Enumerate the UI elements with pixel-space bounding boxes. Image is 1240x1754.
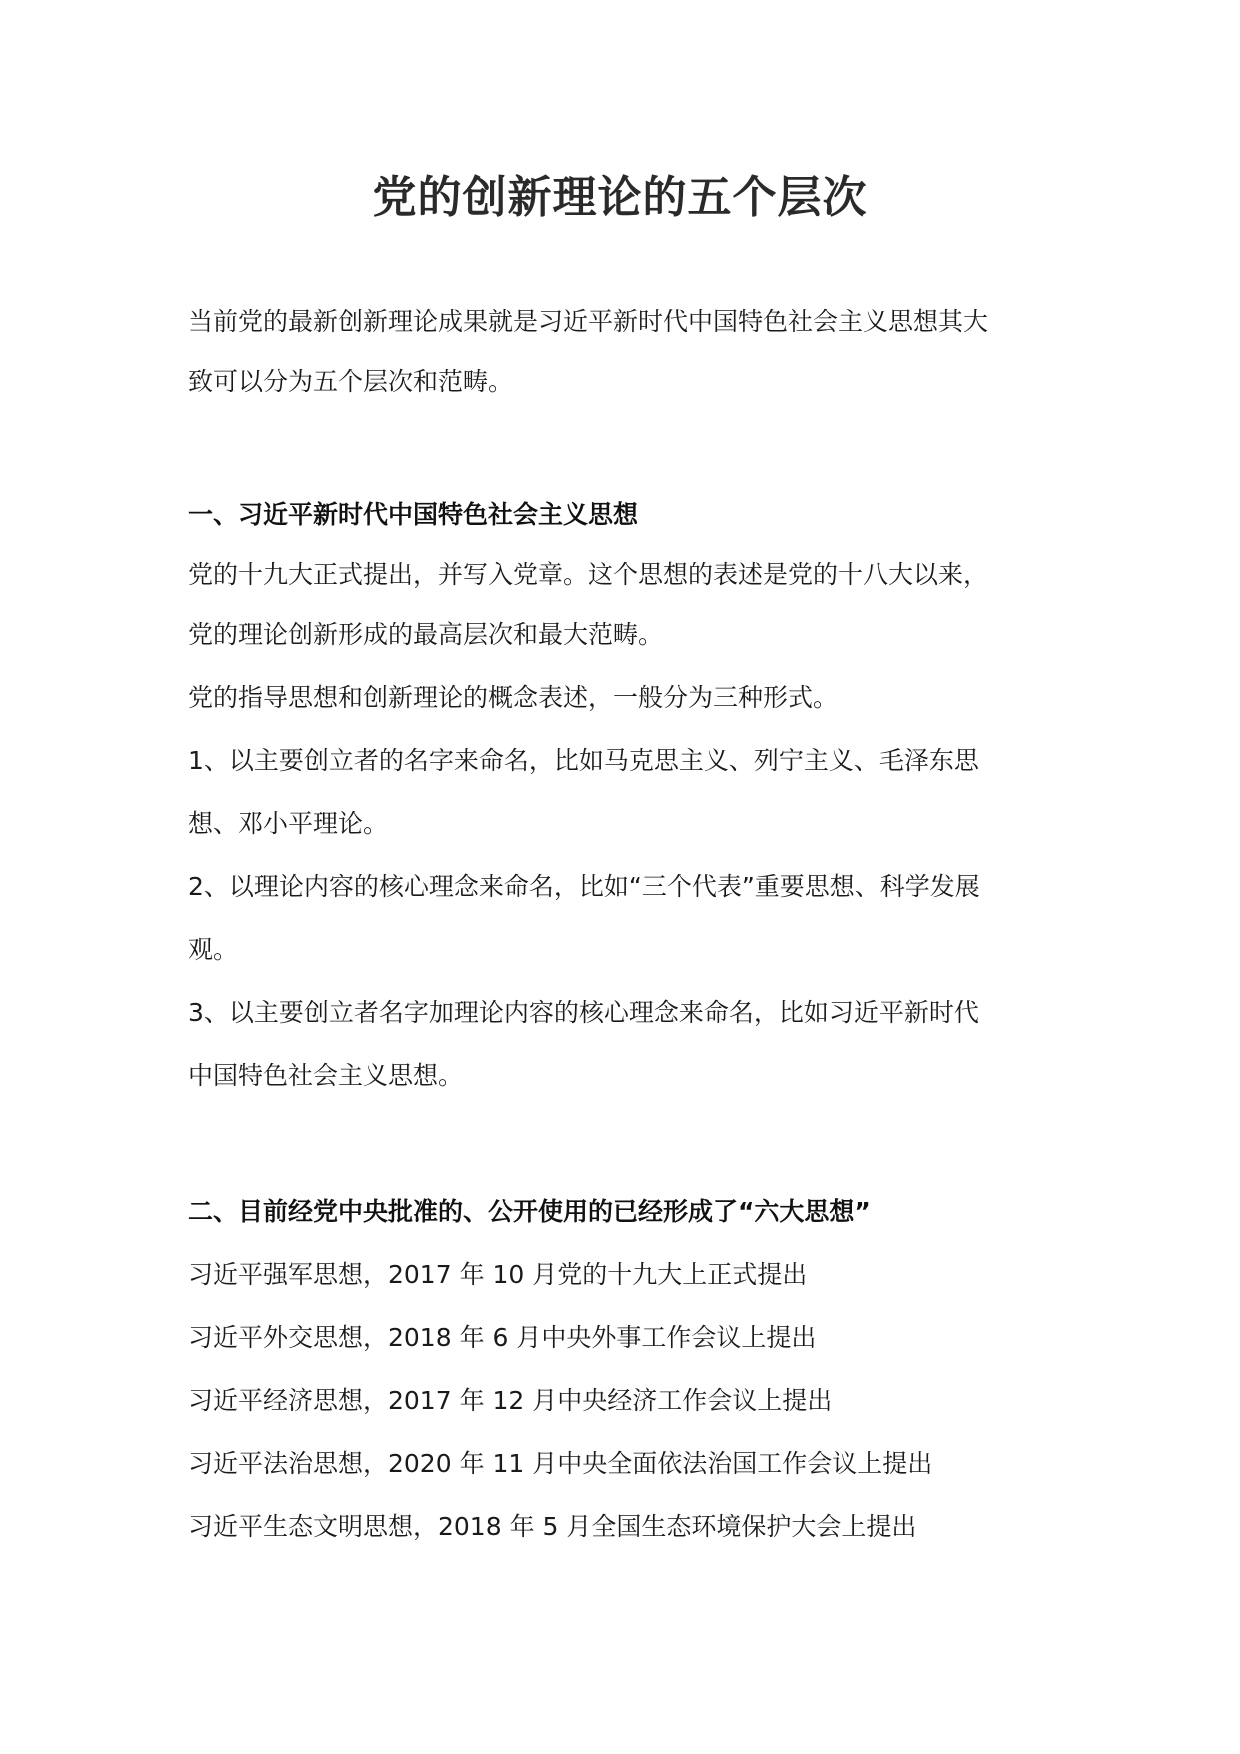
list-item-2-line-2: 观。 xyxy=(188,935,239,964)
list-item-3-line-2: 中国特色社会主义思想。 xyxy=(188,1061,464,1090)
section-1-paragraph-2: 党的指导思想和创新理论的概念表述，一般分为三种形式。 xyxy=(188,683,839,712)
thought-item-4: 习近平法治思想，2020 年 11 月中央全面依法治国工作会议上提出 xyxy=(188,1449,933,1478)
section-1-paragraph-line-2: 党的理论创新形成的最高层次和最大范畴。 xyxy=(188,620,664,649)
list-item-1-line-1: 1、以主要创立者的名字来命名，比如马克思主义、列宁主义、毛泽东思 xyxy=(188,746,979,775)
thought-item-1: 习近平强军思想，2017 年 10 月党的十九大上正式提出 xyxy=(188,1260,808,1289)
intro-line-1: 当前党的最新创新理论成果就是习近平新时代中国特色社会主义思想其大 xyxy=(188,307,989,336)
list-item-2-line-1: 2、以理论内容的核心理念来命名，比如“三个代表”重要思想、科学发展 xyxy=(188,872,980,901)
section-1-heading: 一、习近平新时代中国特色社会主义思想 xyxy=(188,500,639,529)
section-1-paragraph-line-1: 党的十九大正式提出，并写入党章。这个思想的表述是党的十八大以来， xyxy=(188,560,989,589)
list-item-1-line-2: 想、邓小平理论。 xyxy=(188,809,389,838)
list-item-3-line-1: 3、以主要创立者名字加理论内容的核心理念来命名，比如习近平新时代 xyxy=(188,998,979,1027)
thought-item-5: 习近平生态文明思想，2018 年 5 月全国生态环境保护大会上提出 xyxy=(188,1512,917,1541)
intro-line-2: 致可以分为五个层次和范畴。 xyxy=(188,367,514,396)
page-title: 党的创新理论的五个层次 xyxy=(372,172,868,223)
thought-item-3: 习近平经济思想，2017 年 12 月中央经济工作会议上提出 xyxy=(188,1386,833,1415)
section-2-heading: 二、目前经党中央批准的、公开使用的已经形成了“六大思想” xyxy=(188,1197,871,1226)
thought-item-2: 习近平外交思想，2018 年 6 月中央外事工作会议上提出 xyxy=(188,1323,817,1352)
